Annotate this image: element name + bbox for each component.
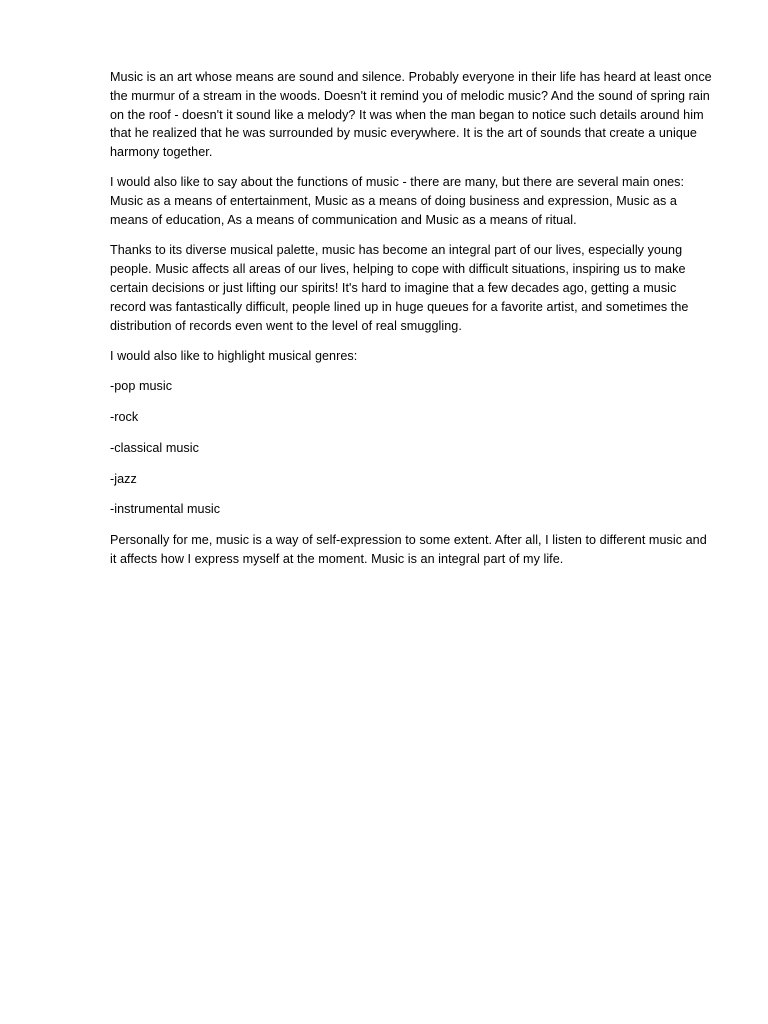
paragraph-palette: Thanks to its diverse musical palette, music has become an integral part of our lives, especially young people. Music affects all areas of our lives, helping to cope with difficult situations, inspiring us to make certain decisions or just lifting our spirits! It's hard to imagine that a few decades ago, getting a music record was fantastically difficult, people lined up in huge queues for a favorite artist, and sometimes the distribution of records even went to the level of real smuggling. <box>110 243 689 333</box>
genre-item: -pop music <box>110 379 173 394</box>
genre-list <box>110 377 712 519</box>
genre-item: -jazz <box>110 471 137 486</box>
paragraph-intro: Music is an art whose means are sound and silence. Probably everyone in their life has heard at least once the murmur of a stream in the woods. Doesn't it remind you of melodic music? And the sound of spring rain on the roof - doesn't it sound like a melody? It was when the man began to notice such details around him that he realized that he was surrounded by music everywhere. It is the art of sounds that create a unique harmony together. <box>110 70 712 160</box>
paragraph-functions: I would also like to say about the functions of music - there are many, but there are several main ones: Music as a means of entertainment, Music as a means of doing business and expression, Music as a means of education, As a means of communication and Music as a means of ritual. <box>110 175 685 228</box>
genre-item: -classical music <box>110 440 199 455</box>
paragraph-genres-intro: I would also like to highlight musical genres: <box>110 348 358 363</box>
genre-item: -rock <box>110 409 139 424</box>
genre-item: -instrumental music <box>110 502 221 517</box>
paragraph-closing: Personally for me, music is a way of self-expression to some extent. After all, I listen to different music and it affects how I express myself at the moment. Music is an integral part of my life. <box>110 533 707 566</box>
document-page <box>110 68 712 580</box>
